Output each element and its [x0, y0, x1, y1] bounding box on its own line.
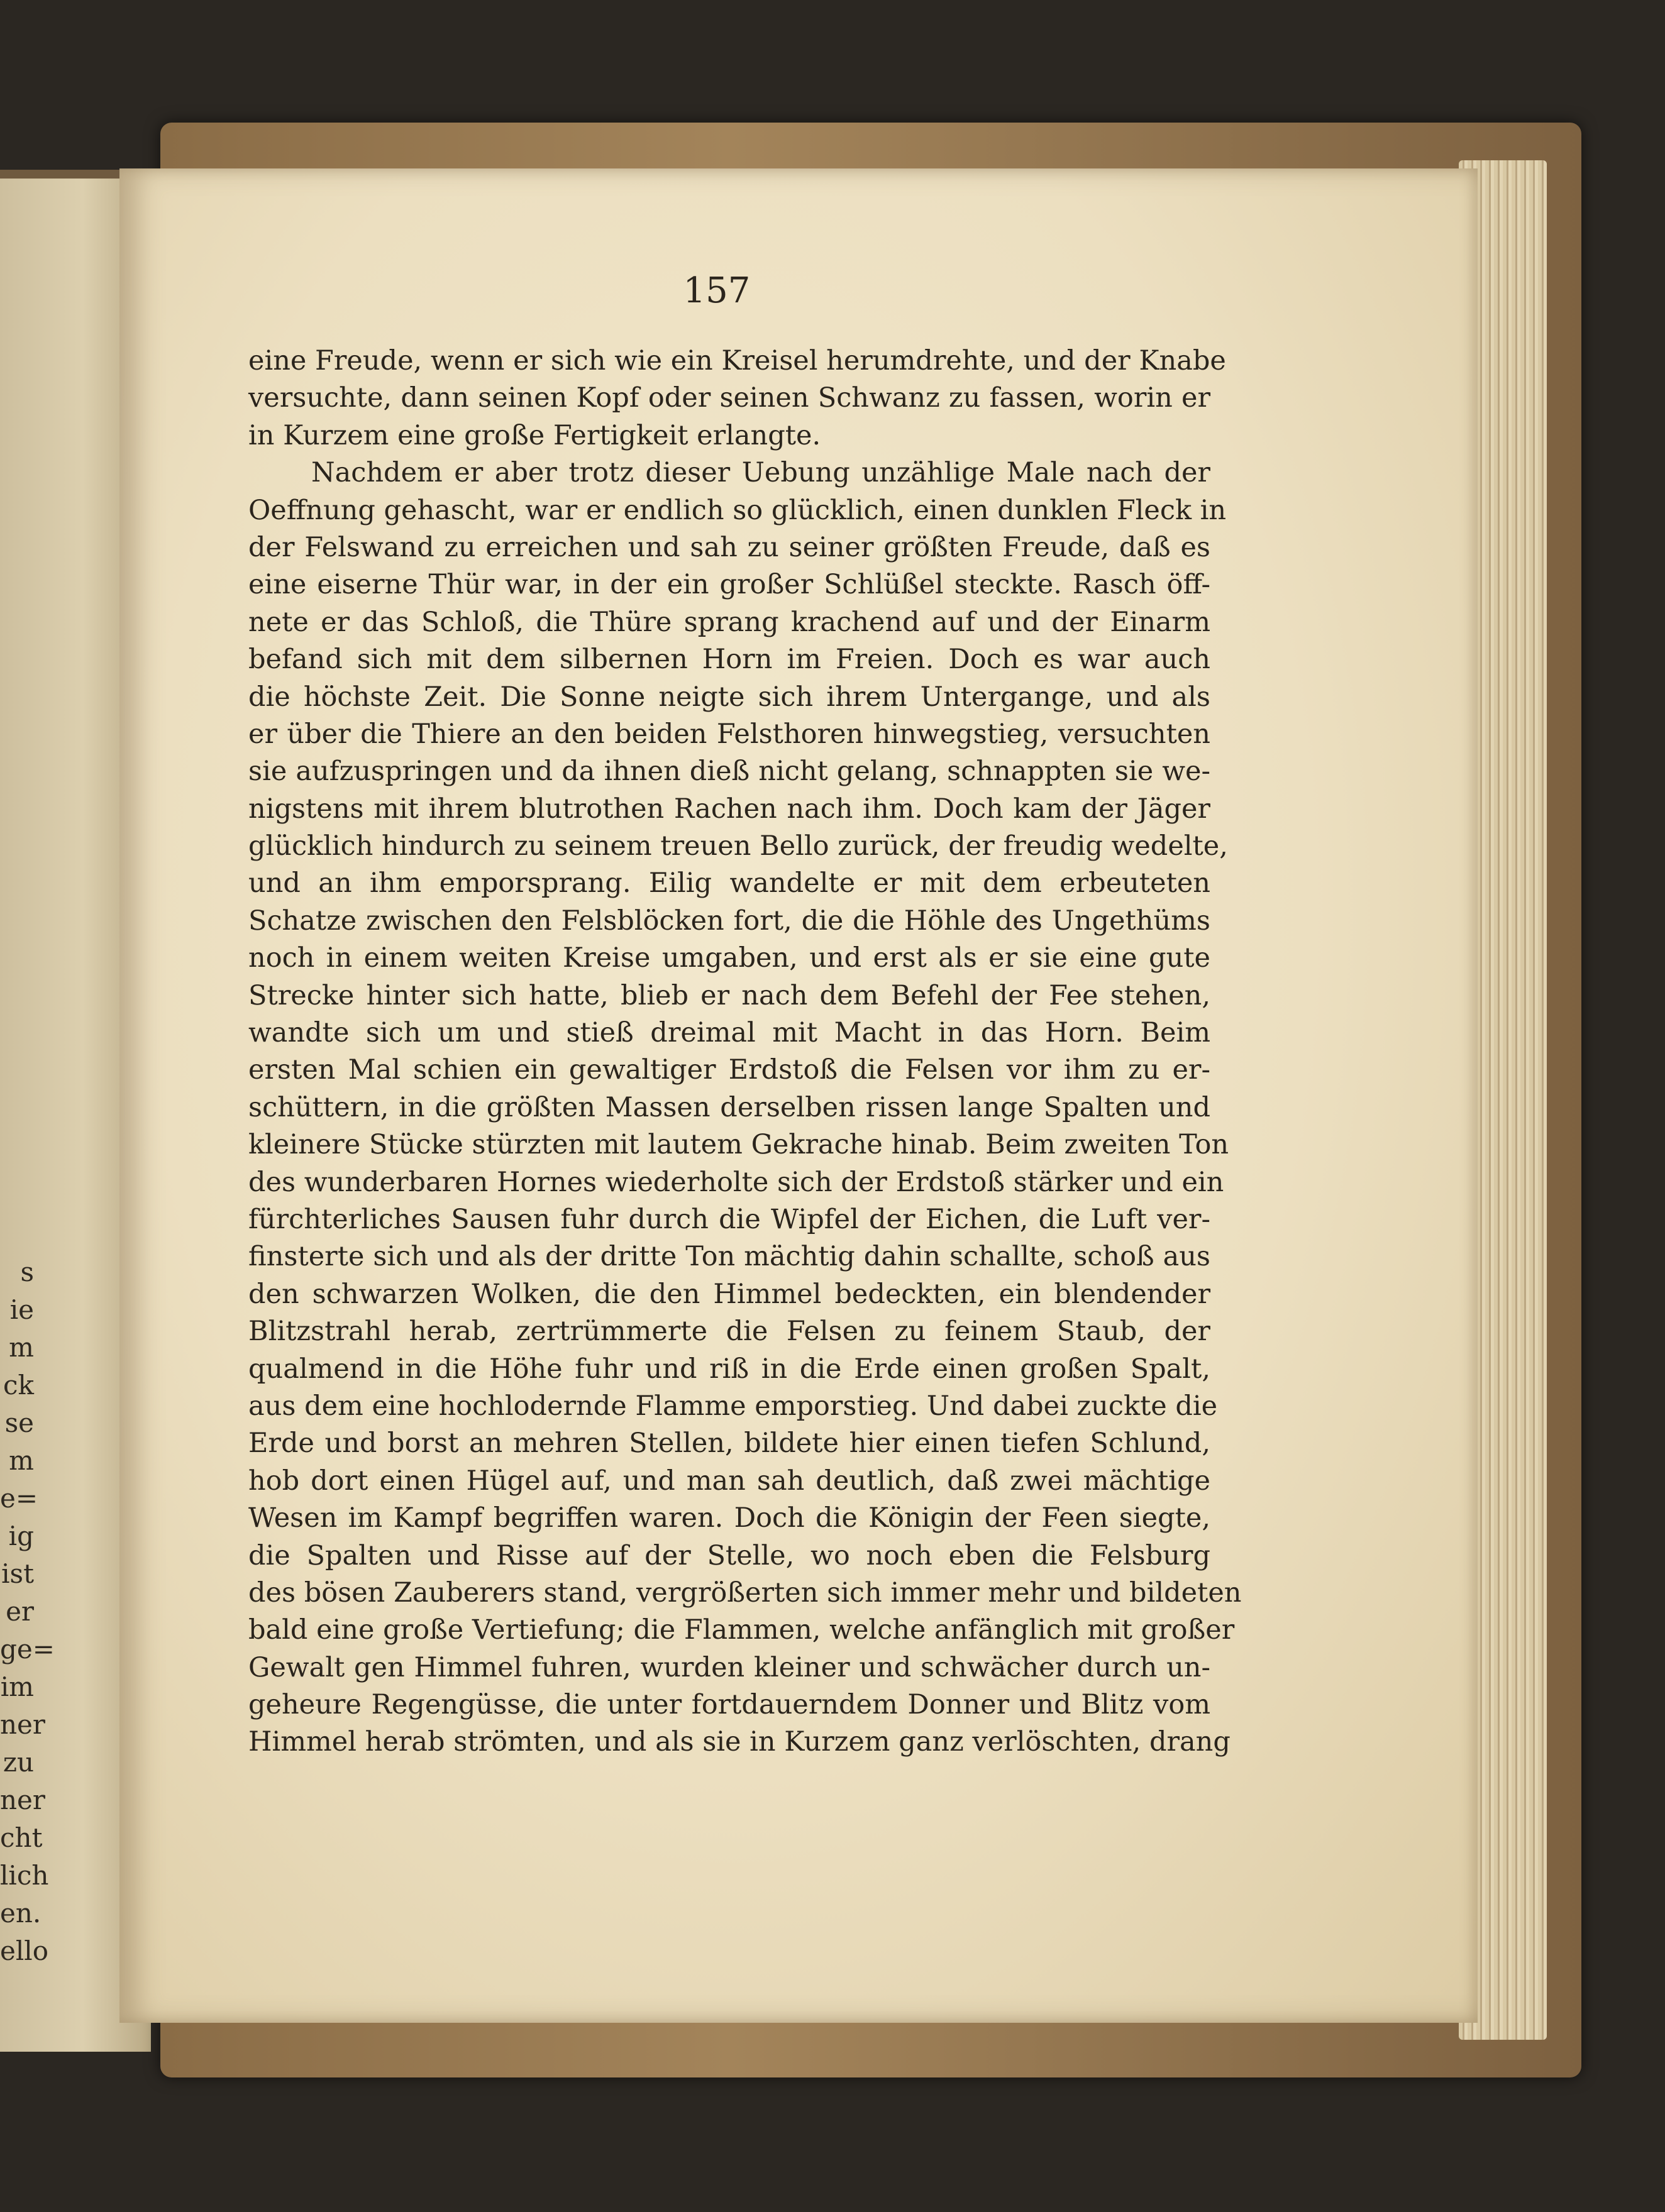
text-line: Blitzstrahl herab, zertrümmerte die Felsen zu feinem Staub, der	[248, 1316, 1210, 1348]
left-page-fragment: ner	[0, 1709, 45, 1740]
text-line: kleinere Stücke stürzten mit lautem Gekrache hinab. Beim zweiten Ton	[248, 1129, 1229, 1161]
left-page-fragment: ner	[0, 1785, 45, 1815]
left-page-fragment: en.	[0, 1898, 41, 1929]
left-page-fragment: e=	[0, 1483, 38, 1514]
text-line: des wunderbaren Hornes wiederholte sich der Erdstoß stärker und ein	[248, 1166, 1224, 1198]
text-line: Schatze zwischen den Felsblöcken fort, die die Höhle des Ungethüms	[248, 905, 1210, 937]
text-line: ersten Mal schien ein gewaltiger Erdstoß die Felsen vor ihm zu er-	[248, 1054, 1210, 1086]
text-line: wandte sich um und stieß dreimal mit Macht in das Horn. Beim	[248, 1017, 1210, 1049]
text-line: geheure Regengüsse, die unter fortdauerndem Donner und Blitz vom	[248, 1689, 1210, 1721]
text-line: den schwarzen Wolken, die den Himmel bedeckten, ein blendender	[248, 1278, 1210, 1310]
text-line: der Felswand zu erreichen und sah zu seiner größten Freude, daß es	[248, 531, 1210, 563]
left-page-fragment: se	[4, 1407, 34, 1438]
left-page-fragment: ello	[0, 1935, 49, 1966]
body-text	[248, 343, 1242, 1761]
text-line: glücklich hindurch zu seinem treuen Bello zurück, der freudig wedelte,	[248, 830, 1228, 862]
left-page-fragment: er	[6, 1596, 34, 1627]
text-line: nete er das Schloß, die Thüre sprang krachend auf und der Einarm	[248, 606, 1210, 638]
text-line: aus dem eine hochlodernde Flamme emporstieg. Und dabei zuckte die	[248, 1390, 1218, 1422]
text-line: sie aufzuspringen und da ihnen dieß nicht gelang, schnappten sie we-	[248, 756, 1210, 788]
left-page-fragment: ig	[8, 1521, 34, 1551]
text-line: eine Freude, wenn er sich wie ein Kreisel herumdrehte, und der Knabe	[248, 345, 1226, 377]
left-page-fragment: im	[0, 1671, 34, 1702]
text-line: in Kurzem eine große Fertigkeit erlangte.	[248, 419, 821, 451]
left-page-fragment: ie	[9, 1294, 34, 1325]
text-line: noch in einem weiten Kreise umgaben, und erst als er sie eine gute	[248, 942, 1210, 974]
text-line: des bösen Zauberers stand, vergrößerten sich immer mehr und bildeten	[248, 1576, 1242, 1609]
text-line: Erde und borst an mehren Stellen, bildete hier einen tiefen Schlund,	[248, 1428, 1210, 1460]
text-line: eine eiserne Thür war, in der ein großer Schlüßel steckte. Rasch öff-	[248, 569, 1210, 601]
text-line: Oeffnung gehascht, war er endlich so glücklich, einen dunklen Fleck in	[248, 494, 1227, 526]
text-line: schüttern, in die größten Massen derselben rissen lange Spalten und	[248, 1091, 1210, 1123]
text-line: und an ihm emporsprang. Eilig wandelte er mit dem erbeuteten	[248, 867, 1210, 900]
left-page-fragment: ck	[3, 1370, 34, 1400]
left-page-text-fragments	[0, 1253, 55, 1970]
left-page-fragment: lich	[0, 1860, 49, 1891]
text-line: finsterte sich und als der dritte Ton mächtig dahin schallte, schoß aus	[248, 1241, 1210, 1273]
text-line: befand sich mit dem silbernen Horn im Freien. Doch es war auch	[248, 644, 1210, 676]
left-page-fragment: zu	[3, 1747, 34, 1778]
text-line: Himmel herab strömten, und als sie in Kurzem ganz verlöschten, drang	[248, 1726, 1231, 1758]
text-line: bald eine große Vertiefung; die Flammen, welche anfänglich mit großer	[248, 1614, 1235, 1646]
text-line: fürchterliches Sausen fuhr durch die Wipfel der Eichen, die Luft ver-	[248, 1203, 1210, 1235]
left-page-fragment: m	[9, 1445, 34, 1476]
page-number: 157	[683, 270, 751, 311]
text-line: er über die Thiere an den beiden Felsthoren hinwegstieg, versuchten	[248, 718, 1210, 750]
text-line: nigstens mit ihrem blutrothen Rachen nach ihm. Doch kam der Jäger	[248, 793, 1210, 825]
left-page-fragment: s	[20, 1257, 34, 1287]
left-page-fragment: cht	[0, 1822, 43, 1853]
text-line: die Spalten und Risse auf der Stelle, wo noch eben die Felsburg	[248, 1539, 1210, 1571]
text-line: Gewalt gen Himmel fuhren, wurden kleiner und schwächer durch un-	[248, 1651, 1210, 1683]
text-line: Strecke hinter sich hatte, blieb er nach dem Befehl der Fee stehen,	[248, 979, 1210, 1011]
text-line: hob dort einen Hügel auf, und man sah deutlich, daß zwei mächtige	[248, 1465, 1210, 1497]
left-page-fragment: ist	[1, 1558, 34, 1589]
text-line: qualmend in die Höhe fuhr und riß in die Erde einen großen Spalt,	[248, 1353, 1210, 1385]
text-line: Nachdem er aber trotz dieser Uebung unzählige Male nach der	[311, 457, 1210, 489]
text-line: versuchte, dann seinen Kopf oder seinen Schwanz zu fassen, worin er	[248, 382, 1210, 414]
left-page-fragment: ge=	[0, 1634, 55, 1665]
text-line: die höchste Zeit. Die Sonne neigte sich ihrem Untergange, und als	[248, 681, 1210, 713]
text-line: Wesen im Kampf begriffen waren. Doch die Königin der Feen siegte,	[248, 1502, 1210, 1534]
left-page-fragment: m	[9, 1332, 34, 1363]
